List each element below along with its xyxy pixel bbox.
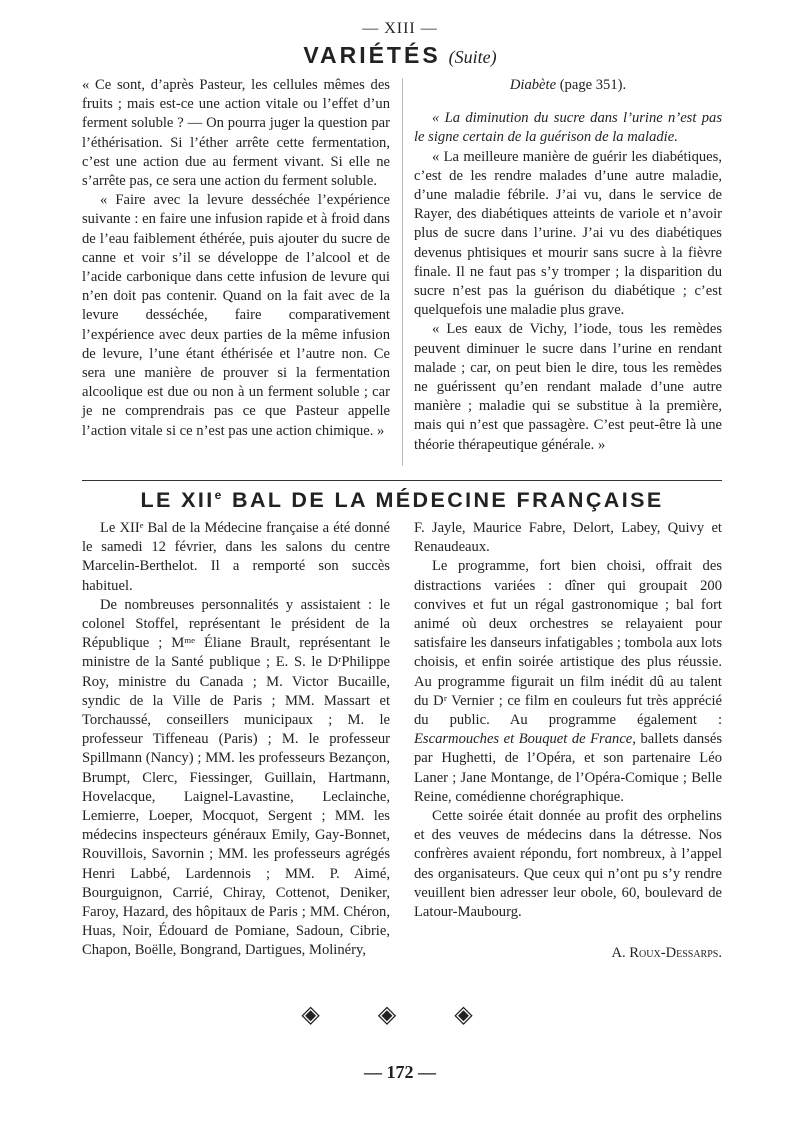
program-text: , ballets dansés par Hughetti, de l’Opéra, et son partenaire Léo Laner ; Jane Montange, de l’Opéra-Comique ; Belle Reine, comédienne chorégraphique. xyxy=(414,731,722,805)
diabete-heading-italic: Diabète xyxy=(509,77,557,93)
ornament-diamonds: ◈ ◈ ◈ xyxy=(301,1002,499,1028)
section-suite: (Suite) xyxy=(448,47,497,67)
varietes-left-column xyxy=(82,76,390,441)
author-signature: A. Roux-Dessarps. xyxy=(611,945,722,962)
varietes-paragraph: « Faire avec la levure desséchée l’expérience suivante : en faire une infusion rapide et à froid dans de l’eau faiblement éthérée, puis ajouter du sucre de canne et voir s’il se développe de l’alcool et de l’acide carbonique dans cette infusion de levure qui n’en doit pas contenir. Quand on la fait avec de la levure desséchée, faire comparativement l’expérience avec deux parties de la même infusion de levure, l’une étant éthérisée et l’autre non. Ce sera une manière de prouver si la fermentation alcoolique est due ou non à un ferment soluble ; car je ne comprendrais pas ce que Pasteur appelle l’action vitale si ce n’est pas une action chimique. » xyxy=(82,192,390,439)
diabete-heading xyxy=(414,76,722,95)
bal-paragraph: De nombreuses personnalités y assistaient : le colonel Stoffel, représentant le président de la République ; Mᵐᵉ Éliane Brault, représentant le ministre de la Santé publique ; E. S. le DʳPhilippe Roy, ministre du Canada ; M. Victor Bucaille, syndic de la Ville de Paris ; MM. Massart et Torchaussé, conseillers municipaux ; M. le professeur Tiffeneau (Paris) ; M. le professeur Spillmann (Nancy) ; MM. les professeurs Bezançon, Brumpt, Clerc, Fiessinger, Guillain, Hartmann, Hovelacque, Laignel-Lavastine, Leclainche, Lemierre, Loeper, Mocquot, Sergent ; MM. les médecins inspecteurs généraux Emily, Gay-Bonnet, Rouvillois, Savornin ; MM. les professeurs agrégés Henri Labbé, Lardennois ; MM. P. Aimé, Bourguignon, Carrié, Chiray, Cottenot, Deniker, Faroy, Hazard, des hôpitaux de Paris ; MM. Chéron, Huas, Noir, Édouard de Pomiane, Sadoun, Cibrie, Chapon, Boëlle, Bongrand, Dartigues, Molinéry, xyxy=(82,596,390,959)
section-title xyxy=(0,42,800,69)
bal-right-column xyxy=(414,519,722,963)
title-part: LE XII xyxy=(140,488,215,513)
varietes-paragraph: « Ce sont, d’après Pasteur, les cellules mêmes des fruits ; mais est-ce une action vitale ou l’effet d’un ferment soluble ? — On pourra juger la question par l’éthérisation. Si l’éther arrête cette fermentation, c’est une action due au ferment vivant. Si elle ne s’arrête pas, ce sera une action du ferment soluble. xyxy=(82,77,390,190)
column-divider xyxy=(402,78,403,466)
roman-folio: — XIII — xyxy=(362,20,438,37)
page-number: — 172 — xyxy=(364,1062,436,1082)
bal-paragraph: Le XIIᵉ Bal de la Médecine française a été donné le samedi 12 février, dans les salons du centre Marcelin-Berthelot. Il a remporté son succès habituel. xyxy=(82,520,390,594)
varietes-paragraph: « Les eaux de Vichy, l’iode, tous les remèdes peuvent diminuer le sucre dans l’urine en rendant malade ; car, on peut bien le dire, tous les remèdes ne guérissent qu’en rendant malade d’une autre manière ; maladie qui se substitue à la première, mais qui n’est que passagère. C’est peut-être là une théorie thérapeutique générale. » xyxy=(414,321,722,453)
program-titles: Escarmouches et Bouquet de France xyxy=(414,731,633,748)
diabete-quote: « La diminution du sucre dans l’urine n’est pas le signe certain de la guérison de la maladie. xyxy=(414,110,722,146)
title-part: BAL DE LA MÉDECINE FRANÇAISE xyxy=(223,488,664,513)
article-title xyxy=(82,488,722,513)
varietes-paragraph: « La meilleure manière de guérir les diabétiques, c’est de les rendre malades d’une autre maladie, d’une maladie fébrile. J’ai vu, dans le service de Rayer, des diabétiques atteints de variole et n’avoir plus de sucre dans l’urine. J’ai vu des diabétiques devenus phtisiques et mourir sans sucre à la fièvre finale. Il ne faut pas s’y tromper ; la disparition du sucre n’est pas la guérison du diabétique ; c’est quelquefois une maladie plus grave. xyxy=(414,148,722,319)
bal-paragraph: Cette soirée était donnée au profit des orphelins et des veuves de médecins dans la détresse. Nos confrères avaient répondu, fort nombreux, à l’appel des organisateurs. Que ceux qui n’ont pu s’y rendre veuillent bien adresser leur obole, 60, boulevard de Latour-Maubourg. xyxy=(414,808,722,921)
bal-paragraph: F. Jayle, Maurice Fabre, Delort, Labey, Quivy et Renaudeaux. xyxy=(414,520,722,556)
title-superscript: e xyxy=(214,488,224,502)
horizontal-rule xyxy=(82,480,722,481)
bal-left-column xyxy=(82,519,390,961)
bal-paragraph xyxy=(414,557,722,807)
diabete-heading-page: (page 351). xyxy=(556,77,627,93)
section-name: VARIÉTÉS xyxy=(303,42,441,68)
program-text: Le programme, fort bien choisi, offrait des distractions variées : dîner qui groupait 200 convives et fut un régal gastronomique ; bal fort animé où deux orchestres se relayaient pour satisfaire les danseurs infatigables ; tombola aux lots choisis, et enfin soirée artistique des plus réussie. Au programme figurait un film inédit dû au talent du Dʳ Vernier ; ce film en couleurs fut très apprécié du public. Au programme également : xyxy=(414,558,722,729)
varietes-right-column xyxy=(414,76,722,455)
